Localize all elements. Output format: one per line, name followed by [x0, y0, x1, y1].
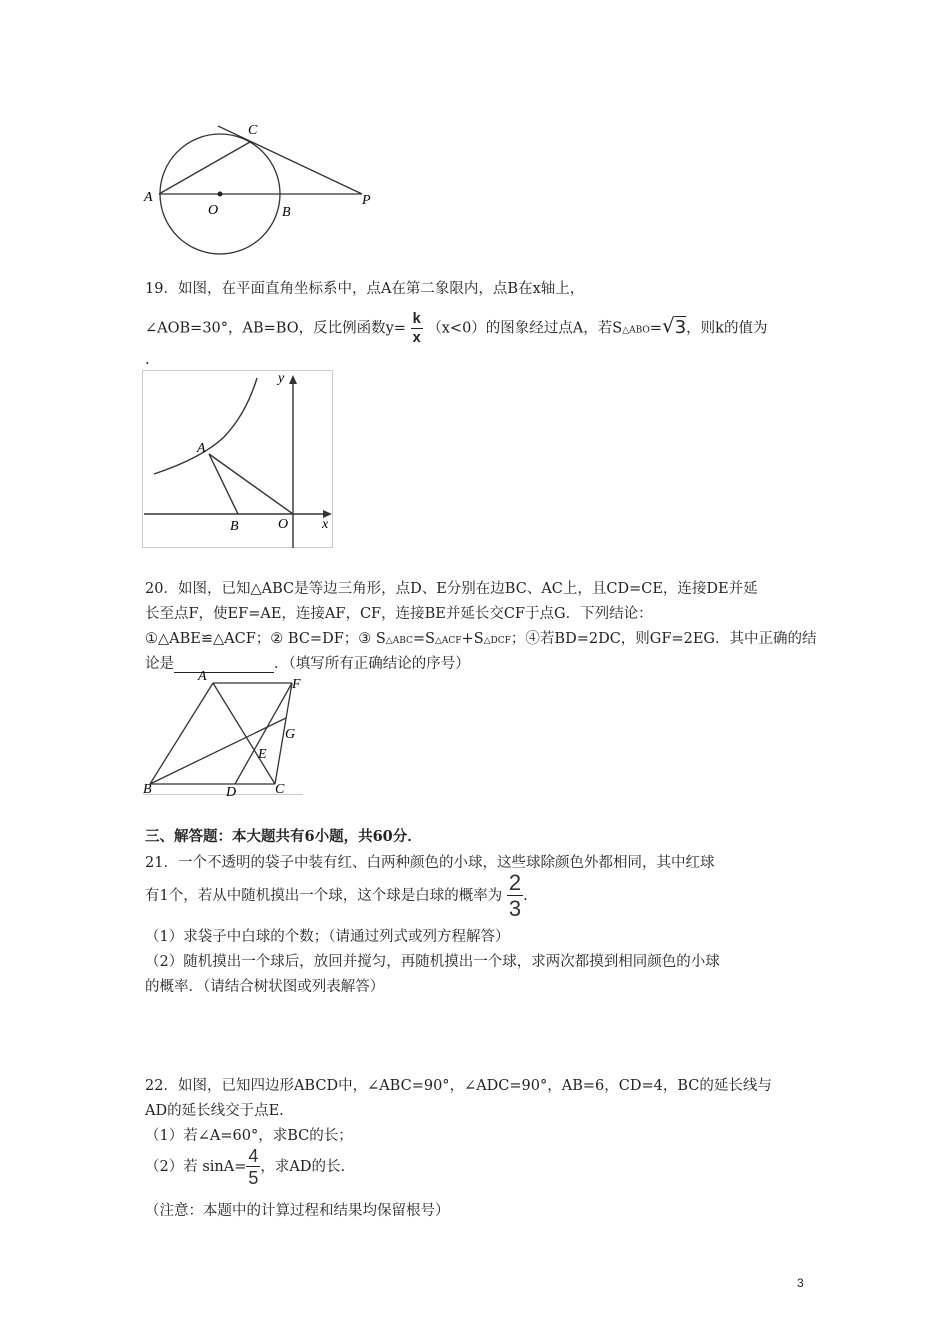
q19-frac-den: x	[412, 329, 421, 346]
q20-sub2: △ACF	[434, 636, 462, 646]
segment-ab	[209, 454, 238, 514]
q21-line2	[145, 872, 528, 920]
sqrt-icon: √	[661, 313, 675, 338]
q20-line4-a: 论是	[145, 656, 174, 672]
q21-part2-a: （2）随机摸出一个球后，放回并搅匀，再随机摸出一个球，求两次都摸到相同颜色的小球	[145, 954, 720, 970]
y-axis-arrow	[289, 375, 297, 384]
q19-line2	[145, 312, 767, 345]
page-number: 3	[797, 1276, 804, 1290]
line-ac	[159, 142, 250, 194]
q19-line1: 19．如图，在平面直角坐标系中，点A在第二象限内，点B在x轴上，	[145, 281, 585, 297]
label-y: y	[278, 371, 285, 386]
label-a: A	[198, 669, 207, 684]
label-p: P	[362, 193, 371, 208]
q20-line3-d: ；④若BD=2DC，则GF=2EG．其中正确的结	[510, 631, 817, 647]
q22-part1: （1）若∠A=60°，求BC的长；	[145, 1128, 353, 1144]
label-o: O	[208, 203, 219, 218]
figure-20-triangle	[140, 668, 310, 800]
figure-18-circle	[140, 118, 380, 260]
label-e: E	[258, 747, 267, 762]
q21-frac-den: 3	[508, 896, 522, 921]
hyperbola-curve	[154, 378, 257, 474]
q19-line3: .	[145, 352, 150, 368]
q19-fraction	[411, 312, 423, 345]
q21-part1: （1）求袋子中白球的个数；（请通过列式或列方程解答）	[145, 929, 510, 945]
label-x: x	[322, 517, 329, 532]
q21-line1: 21．一个不透明的袋子中装有红、白两种颜色的小球，这些球除颜色外都相同，其中红球	[145, 855, 715, 871]
q21-fraction	[507, 872, 523, 920]
label-g: G	[285, 727, 296, 742]
tangent-cp	[218, 126, 362, 194]
section3-title: 三、解答题：本大题共有6小题，共60分．	[145, 828, 422, 845]
q20-line3-a: ①△ABE≌△ACF；② BC=DF；③ S	[145, 631, 386, 647]
q20-line2: 长至点F，使EF=AE，连接AF，CF，连接BE并延长交CF于点G．下列结论：	[145, 606, 653, 622]
label-a: A	[144, 190, 153, 205]
q22-fraction	[246, 1147, 260, 1187]
segment-ao	[209, 454, 293, 514]
label-f: F	[292, 677, 301, 692]
q21-line2-end: .	[523, 888, 528, 904]
q22-frac-num: 4	[248, 1146, 259, 1166]
q22-line1: 22．如图，已知四边形ABCD中，∠ABC=90°，∠ADC=90°，AB=6，CD=4，BC的延长线与	[145, 1078, 772, 1094]
label-d: D	[226, 785, 237, 800]
label-b: B	[230, 519, 239, 534]
q22-part2-b: ，求AD的长.	[260, 1159, 346, 1175]
q20-line3-b: =S	[412, 631, 435, 647]
label-o: O	[278, 517, 289, 532]
label-a: A	[197, 441, 206, 456]
q20-line1: 20．如图，已知△ABC是等边三角形，点D、E分别在边BC、AC上，且CD=CE，连接DE并延	[145, 581, 758, 597]
q22-part2	[145, 1147, 345, 1187]
center-dot	[218, 192, 223, 197]
figure-19-coordinate-plane	[142, 370, 337, 550]
label-c: C	[248, 123, 258, 138]
q19-frac-num: k	[412, 311, 421, 327]
q20-sub1: △ABC	[385, 636, 413, 646]
q21-part2-b: 的概率．（请结合树状图或列表解答）	[145, 979, 385, 995]
q20-line4-b: ．（填写所有正确结论的序号）	[274, 656, 470, 672]
label-b: B	[143, 782, 152, 797]
q22-note: （注意：本题中的计算过程和结果均保留根号）	[145, 1203, 450, 1219]
q19-line2-b: （x<0）的图象经过点A，若S	[427, 320, 623, 337]
q19-line2-d: ，则k的值为	[686, 320, 768, 337]
q22-frac-den: 5	[248, 1168, 259, 1188]
q20-line3	[145, 627, 816, 648]
q21-line2-text: 有1个，若从中随机摸出一个球，这个球是白球的概率为	[145, 888, 503, 904]
q19-line2-c: =	[649, 320, 662, 337]
q22-line2: AD的延长线交于点E.	[145, 1103, 284, 1119]
label-c: C	[275, 782, 285, 797]
q20-line3-c: +S	[461, 631, 484, 647]
label-b: B	[282, 205, 291, 220]
q19-sub: △ABO	[622, 325, 650, 336]
q20-sub3: △DCF	[483, 636, 511, 646]
q19-line2-a: ∠AOB=30°，AB=BO，反比例函数y=	[145, 320, 406, 337]
q19-sqrt-val: 3	[674, 316, 687, 338]
q21-frac-num: 2	[508, 870, 522, 895]
q22-part2-a: （2）若 sinA=	[145, 1159, 247, 1175]
